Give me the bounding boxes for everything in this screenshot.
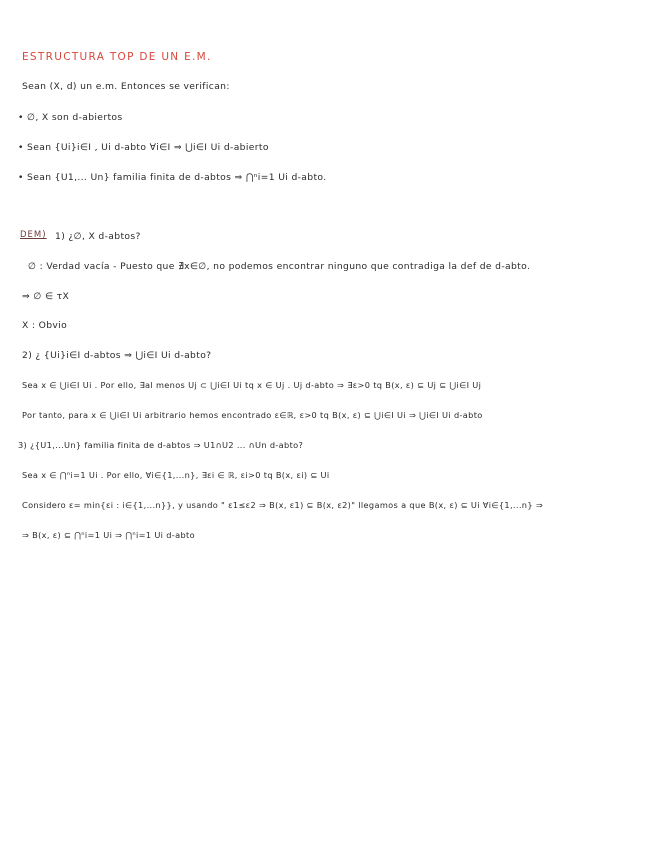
- proof-part3-line-c: ⇒ B(x, ε) ⊆ ⋂ⁿi=1 Ui ⇒ ⋂ⁿi=1 Ui d-abto: [22, 530, 195, 540]
- proof-empty-set: ∅ : Verdad vacía - Puesto que ∄x∈∅, no podemos encontrar ninguno que contradiga la def de d-abto.: [28, 261, 531, 272]
- proof-part2-line-b: Por tanto, para x ∈ ⋃i∈I Ui arbitrario hemos encontrado ε∈ℝ, ε>0 tq B(x, ε) ⊆ ⋃i∈I Ui ⇒ ⋃i∈I Ui d-abto: [22, 410, 483, 420]
- dem-label: DEM): [20, 230, 47, 240]
- bullet-item-2: • Sean {Ui}i∈I , Ui d-abto ∀i∈I ⇒ ⋃i∈I Ui d-abierto: [18, 142, 269, 153]
- proof-question-1: 1) ¿∅, X d-abtos?: [55, 231, 141, 242]
- proof-part3-line-a: Sea x ∈ ⋂ⁿi=1 Ui . Por ello, ∀i∈{1,...n}, ∃εi ∈ ℝ, εi>0 tq B(x, εi) ⊆ Ui: [22, 470, 330, 480]
- proof-part2-line-a: Sea x ∈ ⋃i∈I Ui . Por ello, ∃al menos Uj ⊂ ⋃i∈I Ui tq x ∈ Uj . Uj d-abto ⇒ ∃ε>0 tq B(x, ε) ⊆ Uj ⊆ ⋃i∈I Uj: [22, 380, 482, 390]
- page-title: ESTRUCTURA TOP DE UN E.M.: [22, 51, 212, 63]
- proof-question-3: 3) ¿{U1,...Un} familia finita de d-abtos ⇒ U1∩U2 ... ∩Un d-abto?: [18, 440, 304, 450]
- bullet-item-1: • ∅, X son d-abiertos: [18, 112, 123, 123]
- intro-text: Sean (X, d) un e.m. Entonces se verifican:: [22, 81, 230, 92]
- proof-part3-line-b: Considero ε= min{εi : i∈{1,...n}}, y usando " ε1≤ε2 ⇒ B(x, ε1) ⊆ B(x, ε2)" llegamos a que B(x, ε) ⊆ Ui ∀i∈{1,...n} ⇒: [22, 500, 544, 510]
- bullet-item-3: • Sean {U1,... Un} familia finita de d-abtos ⇒ ⋂ⁿi=1 Ui d-abto.: [18, 172, 327, 183]
- proof-question-2: 2) ¿ {Ui}i∈I d-abtos ⇒ ⋃i∈I Ui d-abto?: [22, 350, 212, 361]
- proof-empty-conclusion: ⇒ ∅ ∈ τX: [22, 291, 70, 302]
- proof-x-line: X : Obvio: [22, 320, 68, 331]
